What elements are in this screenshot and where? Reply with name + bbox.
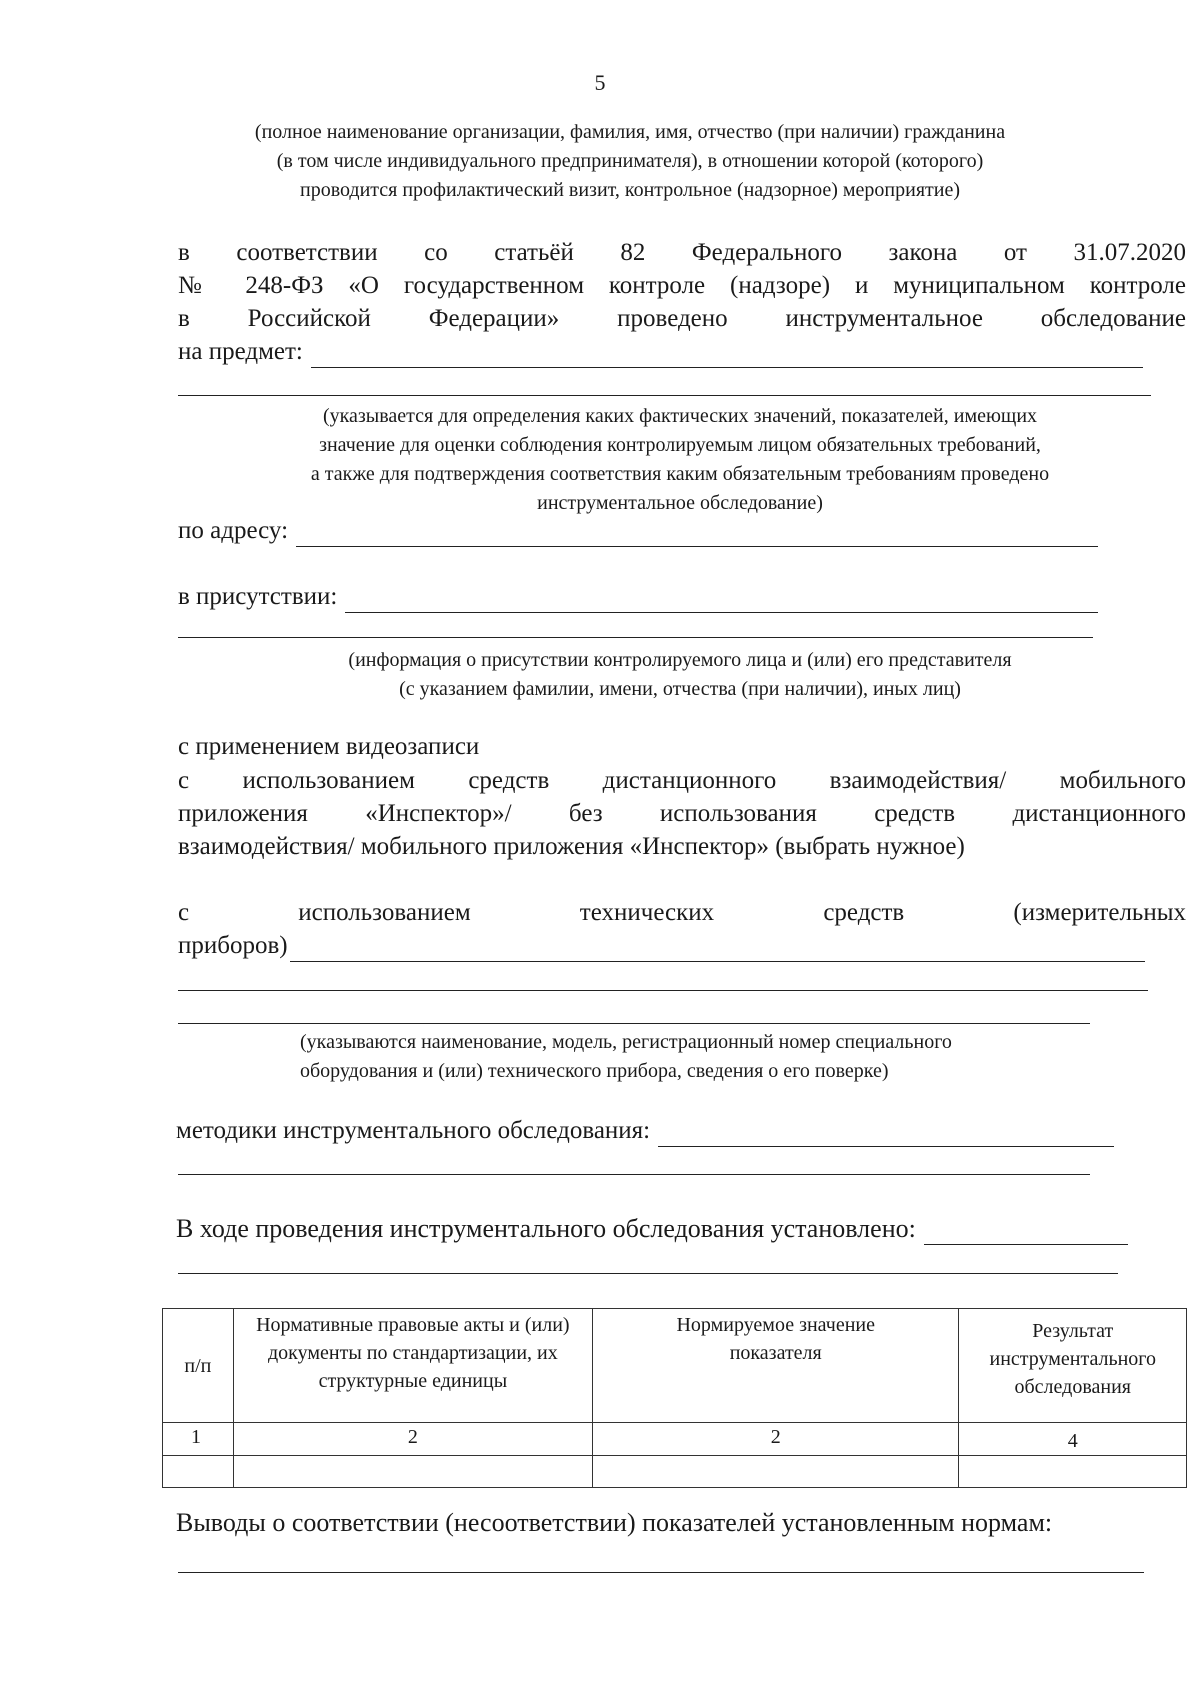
established-input-line-2[interactable] (178, 1273, 1118, 1274)
table-cell: 1 (163, 1423, 234, 1456)
conclusions-label: Выводы о соответствии (несоответствии) показателей установленным нормам: (176, 1508, 1053, 1537)
tech-line: с использованием технических средств (измерительных (178, 899, 1186, 926)
table-cell: 2 (592, 1423, 959, 1456)
presence-label: в присутствии: (178, 583, 338, 610)
caption-line: значение для оценки соблюдения контролируемым лицом обязательных требований, (319, 434, 1041, 456)
column-header-result: Результат инструментального обследования (959, 1309, 1187, 1423)
column-header-acts: Нормативные правовые акты и (или) документы по стандартизации, их структурные единицы (233, 1309, 592, 1423)
methods-field[interactable] (176, 1114, 1114, 1147)
subject-field[interactable] (178, 335, 1143, 368)
remote-line: приложения «Инспектор»/ без использования средств дистанционного (178, 800, 1186, 827)
methods-input-line[interactable] (658, 1122, 1114, 1147)
address-field[interactable] (178, 514, 1098, 547)
column-header-number: п/п (163, 1309, 234, 1423)
page-number: 5 (594, 70, 606, 95)
presence-input-line-2[interactable] (178, 637, 1093, 638)
table-cell[interactable] (233, 1456, 592, 1488)
caption-line: (в том числе индивидуального предпринимателя), в отношении которой (которого) (276, 150, 984, 172)
tech-field[interactable] (178, 929, 1145, 962)
tech-caption (300, 1028, 1120, 1086)
table-row[interactable] (163, 1456, 1187, 1488)
tech-paragraph (178, 896, 1186, 929)
remote-options-paragraph (178, 764, 1186, 863)
table-cell[interactable] (959, 1456, 1187, 1488)
established-field[interactable] (176, 1212, 1128, 1245)
caption-line: а также для подтверждения соответствия каким обязательным требованиям проведено (310, 463, 1050, 485)
intro-paragraph (178, 236, 1186, 335)
methods-label: методики инструментального обследования: (176, 1117, 651, 1144)
remote-line: с использованием средств дистанционного взаимодействия/ мобильного (178, 767, 1186, 794)
intro-line: в соответствии со статьёй 82 Федерального закона от 31.07.2020 (178, 239, 1186, 266)
subject-input-line-2[interactable] (178, 395, 1151, 396)
remote-line: взаимодействия/ мобильного приложения «Инспектор» (выбрать нужное) (178, 833, 965, 860)
caption-line: (указываются наименование, модель, регистрационный номер специального (300, 1031, 952, 1053)
caption-line: инструментальное обследование) (537, 492, 823, 514)
subject-input-line[interactable] (311, 343, 1143, 368)
tech-input-line[interactable] (290, 937, 1145, 962)
intro-line: в Российской Федерации» проведено инструментальное обследование (178, 305, 1186, 332)
presence-caption (200, 646, 1160, 704)
caption-line: (указывается для определения каких фактических значений, показателей, имеющих (322, 405, 1038, 427)
organization-caption (150, 118, 1110, 205)
established-input-line[interactable] (924, 1220, 1128, 1245)
caption-line: (с указанием фамилии, имени, отчества (при наличии), иных лиц) (399, 678, 961, 700)
address-label: по адресу: (178, 517, 289, 544)
video-line: с применением видеозаписи (178, 733, 480, 760)
table-cell: 4 (959, 1423, 1187, 1456)
results-table (162, 1308, 1187, 1488)
caption-line: оборудования и (или) технического прибора, сведения о его поверке) (300, 1060, 889, 1082)
address-input-line[interactable] (296, 522, 1098, 547)
caption-line: проводится профилактический визит, контрольное (надзорное) мероприятие) (299, 179, 960, 201)
tech-label: приборов) (178, 932, 288, 959)
methods-input-line-2[interactable] (178, 1174, 1090, 1175)
tech-input-line-3[interactable] (178, 1023, 1090, 1024)
presence-input-line[interactable] (345, 588, 1098, 613)
caption-line: (информация о присутствии контролируемого лица и (или) его представителя (348, 649, 1012, 671)
established-label: В ходе проведения инструментального обследования установлено: (176, 1214, 916, 1243)
table-header-row (163, 1309, 1187, 1423)
conclusions-input-line[interactable] (178, 1572, 1144, 1573)
presence-field[interactable] (178, 580, 1098, 613)
table-cell[interactable] (163, 1456, 234, 1488)
column-header-norm: Нормируемое значение показателя (592, 1309, 959, 1423)
subject-label: на предмет: (178, 338, 303, 365)
table-cell[interactable] (592, 1456, 959, 1488)
table-cell: 2 (233, 1423, 592, 1456)
tech-input-line-2[interactable] (178, 990, 1148, 991)
table-row (163, 1423, 1187, 1456)
intro-line: № 248-ФЗ «О государственном контроле (надзоре) и муниципальном контроле (178, 272, 1186, 299)
caption-line: (полное наименование организации, фамилия, имя, отчество (при наличии) гражданина (254, 121, 1006, 143)
subject-caption (200, 402, 1160, 518)
